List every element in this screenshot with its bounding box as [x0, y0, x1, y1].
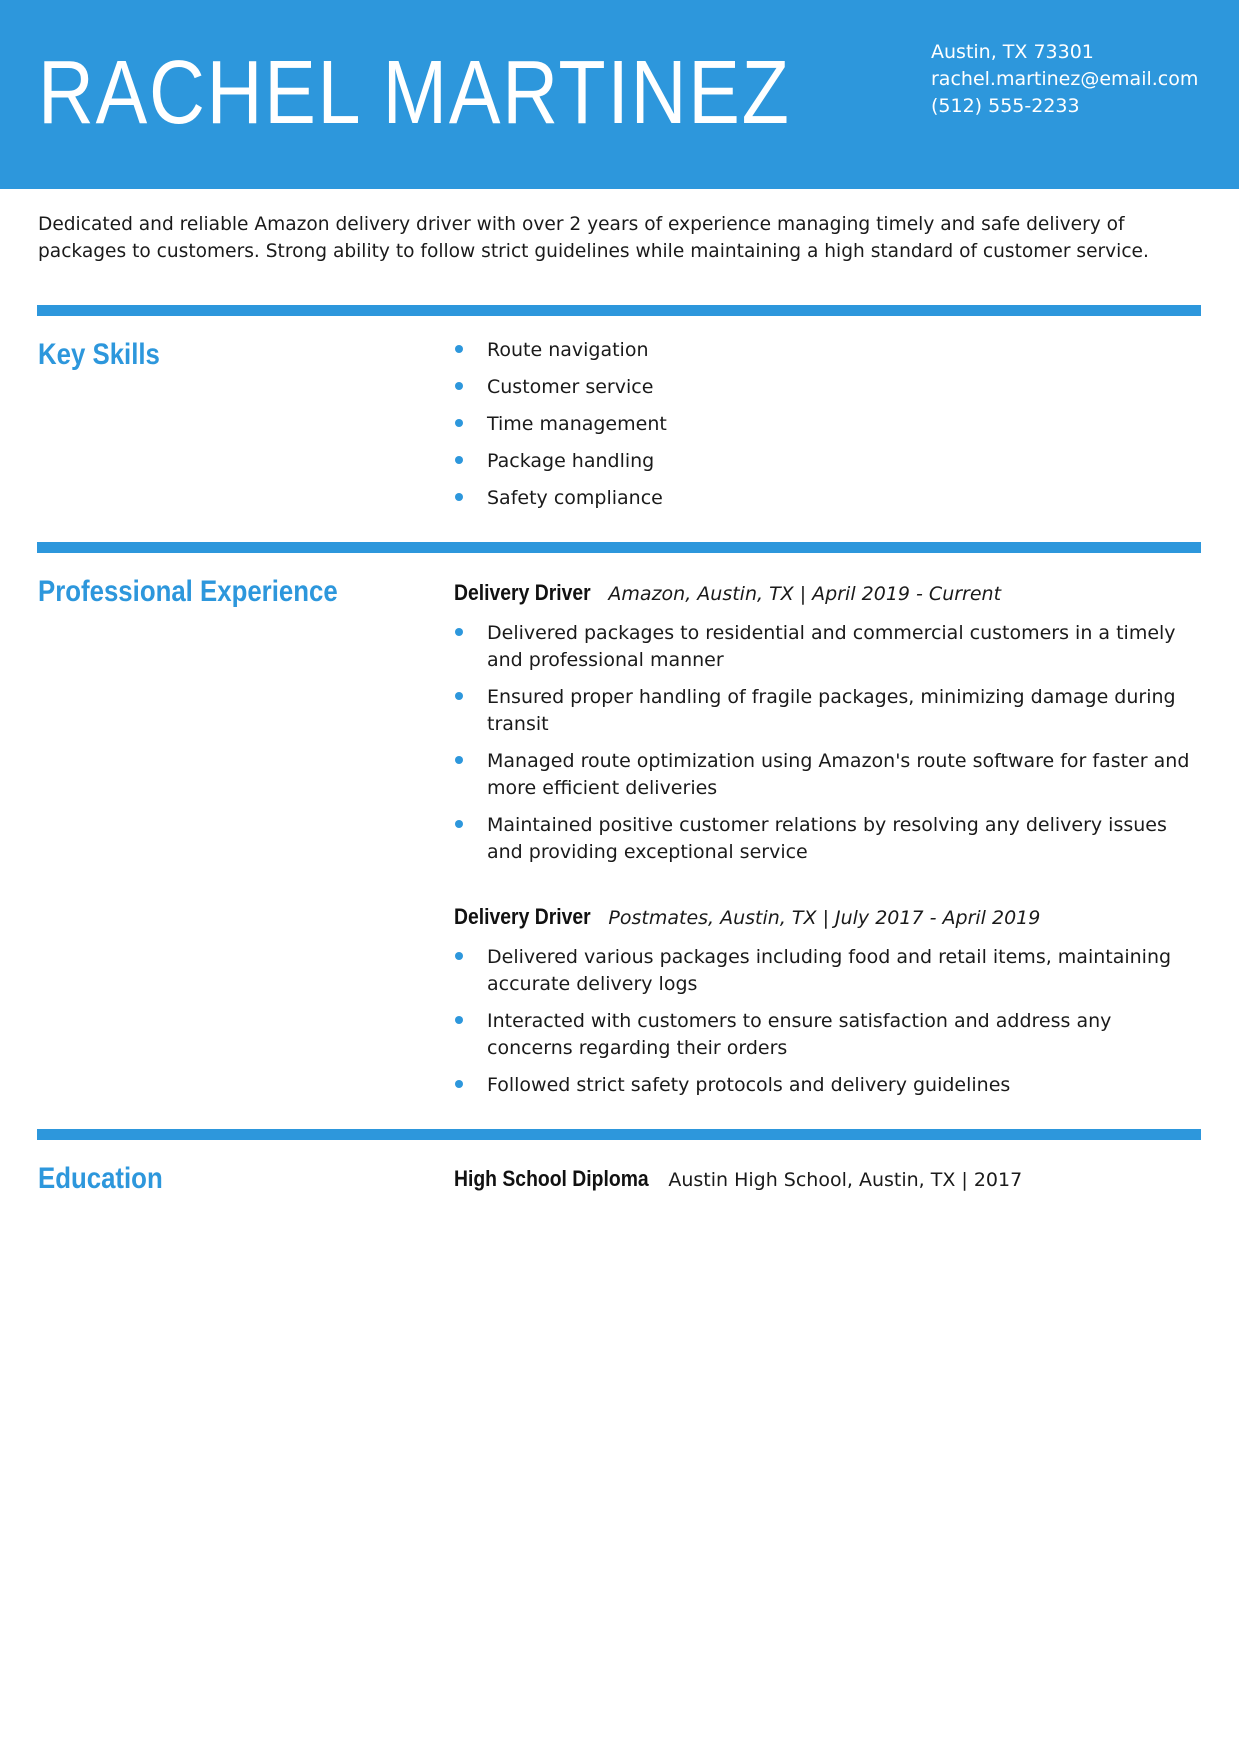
- bullet-icon: [455, 1016, 463, 1024]
- bullet-icon: [455, 952, 463, 960]
- job-bullet: Maintained positive customer relations by resolving any delivery issues and providing exceptional service: [455, 812, 1200, 866]
- contact-block: [931, 39, 1198, 120]
- bullet-icon: [455, 628, 463, 636]
- bullet-icon: [455, 692, 463, 700]
- job-header: [454, 582, 1001, 604]
- bullet-icon: [455, 1080, 463, 1088]
- job-bullet: Delivered packages to residential and commercial customers in a timely and professional manner: [455, 620, 1200, 674]
- job-meta: Amazon, Austin, TX | April 2019 - Current: [608, 583, 1002, 605]
- job-title: Delivery Driver: [454, 904, 591, 929]
- experience-heading: Professional Experience: [38, 575, 338, 608]
- job-header: [454, 906, 1040, 928]
- contact-phone: (512) 555-2233: [931, 95, 1080, 117]
- skill-item: Customer service: [455, 374, 1200, 401]
- job-meta: Postmates, Austin, TX | July 2017 - April 2019: [608, 907, 1041, 929]
- job-bullet: Managed route optimization using Amazon's route software for faster and more efficient deliveries: [455, 748, 1200, 802]
- bullet-icon: [455, 419, 463, 427]
- bullet-icon: [455, 456, 463, 464]
- skill-item: Time management: [455, 411, 1200, 438]
- section-divider: [37, 1129, 1201, 1140]
- skills-list: [455, 337, 1200, 522]
- job-title: Delivery Driver: [454, 580, 591, 605]
- job-bullet: Followed strict safety protocols and delivery guidelines: [455, 1072, 1200, 1099]
- bullet-icon: [455, 756, 463, 764]
- education-meta: Austin High School, Austin, TX | 2017: [668, 1169, 1023, 1191]
- header-banner: [0, 0, 1239, 189]
- candidate-name: RACHEL MARTINEZ: [38, 43, 791, 143]
- skills-heading: Key Skills: [38, 338, 160, 371]
- education-entry: [454, 1168, 1022, 1190]
- skill-item: Route navigation: [455, 337, 1200, 364]
- bullet-icon: [455, 820, 463, 828]
- skill-item: Safety compliance: [455, 485, 1200, 512]
- job-bullet: Ensured proper handling of fragile packages, minimizing damage during transit: [455, 684, 1200, 738]
- contact-email: rachel.martinez@email.com: [931, 68, 1199, 90]
- job-bullet: Delivered various packages including food and retail items, maintaining accurate delivery logs: [455, 944, 1200, 998]
- skill-item: Package handling: [455, 448, 1200, 475]
- bullet-icon: [455, 345, 463, 353]
- job-bullets: [455, 620, 1200, 876]
- summary-paragraph: Dedicated and reliable Amazon delivery driver with over 2 years of experience managing timely and safe delivery of packages to customers. Strong ability to follow strict guidelines while maintaining a high standard of customer service.: [38, 214, 1149, 262]
- contact-location: Austin, TX 73301: [931, 41, 1094, 63]
- bullet-icon: [455, 382, 463, 390]
- bullet-icon: [455, 493, 463, 501]
- job-bullet: Interacted with customers to ensure satisfaction and address any concerns regarding their orders: [455, 1008, 1200, 1062]
- job-bullets: [455, 944, 1200, 1109]
- section-divider: [37, 542, 1201, 553]
- education-degree: High School Diploma: [454, 1166, 649, 1191]
- education-heading: Education: [38, 1162, 163, 1195]
- section-divider: [37, 305, 1201, 316]
